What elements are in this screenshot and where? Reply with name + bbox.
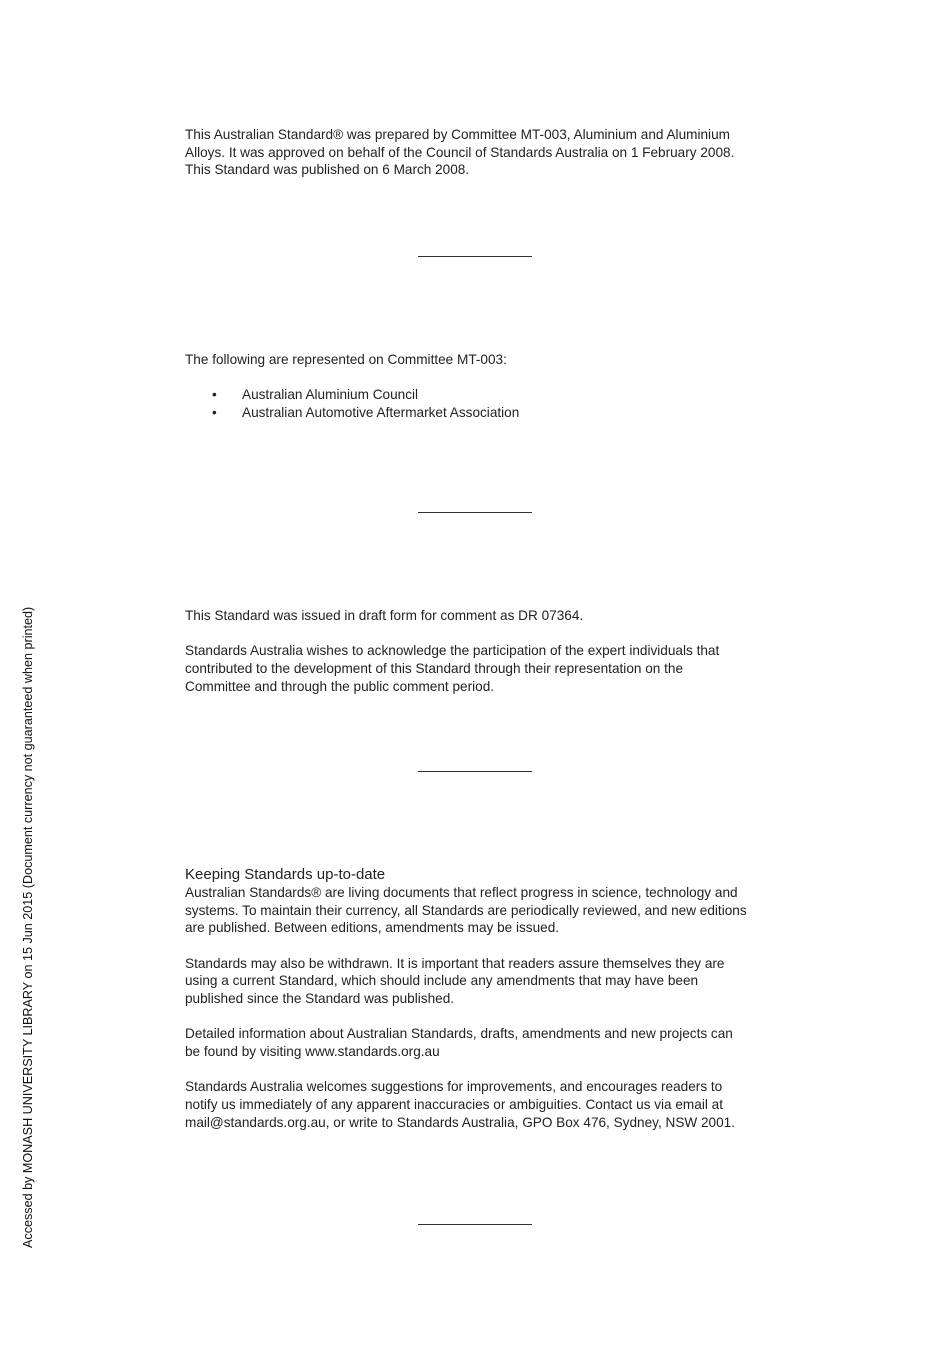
acknowledgement-line: Committee and through the public comment period. [185,678,495,694]
spacer [185,1008,775,1026]
paragraph-line: Detailed information about Australian Standards, drafts, amendments and new projects can [185,1026,733,1042]
paragraph-line: notify us immediately of any apparent inaccuracies or ambiguities. Contact us via email at [185,1096,723,1112]
section-divider [418,256,532,257]
preparation-notice [185,126,775,179]
preparation-line: Alloys. It was approved on behalf of the Council of Standards Australia on 1 February 2008. [185,144,735,160]
paragraph-line: be found by visiting www.standards.org.au [185,1043,440,1059]
draft-section [185,607,775,695]
paragraph-line: systems. To maintain their currency, all Standards are periodically reviewed, and new editions [185,902,747,918]
spacer [185,1061,775,1079]
keeping-standards-section [185,866,775,1131]
paragraph-line: published since the Standard was published. [185,991,455,1007]
committee-member-list [185,386,775,421]
paragraph-line: Standards Australia welcomes suggestions for improvements, and encourages readers to [185,1079,723,1095]
committee-intro: The following are represented on Committee MT-003: [185,352,507,367]
paragraph-line: are published. Between editions, amendments may be issued. [185,920,560,936]
acknowledgement-line: contributed to the development of this Standard through their representation on the [185,660,684,676]
paragraph-line: using a current Standard, which should include any amendments that may have been [185,973,699,989]
spacer [185,369,775,387]
preparation-line: This Australian Standard® was prepared by Committee MT-003, Aluminium and Aluminium [185,127,730,142]
list-item [185,386,775,404]
acknowledgement-line: Standards Australia wishes to acknowledge the participation of the expert individuals that [185,643,720,659]
paragraph-line: mail@standards.org.au, or write to Standards Australia, GPO Box 476, Sydney, NSW 2001. [185,1114,736,1130]
paragraph-line: Australian Standards® are living documents that reflect progress in science, technology and [185,885,738,900]
section-heading: Keeping Standards up-to-date [185,866,386,883]
access-watermark: Accessed by MONASH UNIVERSITY LIBRARY on 15 Jun 2015 (Document currency not guaranteed when printed) [21,606,35,1248]
section-divider [418,512,532,513]
section-divider [418,771,532,772]
section-divider [418,1224,532,1225]
committee-member: Australian Automotive Aftermarket Association [242,404,520,420]
preparation-line: This Standard was published on 6 March 2008. [185,162,470,178]
bullet-icon: • [212,404,217,420]
spacer [185,937,775,955]
draft-issued: This Standard was issued in draft form for comment as DR 07364. [185,608,584,623]
committee-member: Australian Aluminium Council [242,387,419,403]
spacer [185,625,775,643]
paragraph-line: Standards may also be withdrawn. It is important that readers assure themselves they are [185,955,725,971]
bullet-icon: • [212,387,217,403]
list-item [185,404,775,422]
committee-section [185,351,775,422]
